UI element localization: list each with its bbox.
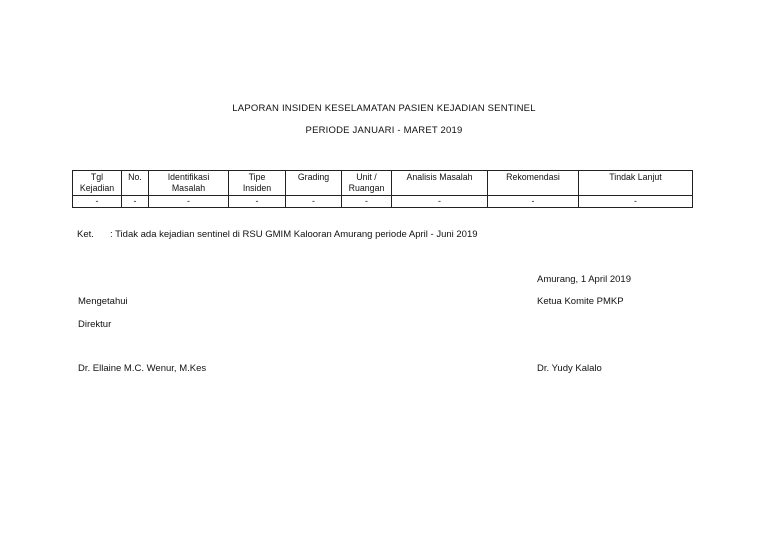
header-identifikasi-masalah: Identifikasi Masalah (149, 171, 229, 196)
note-label: Ket. (77, 229, 94, 240)
table-cell: - (286, 196, 342, 208)
header-tipe-insiden: Tipe Insiden (229, 171, 286, 196)
table-cell: - (149, 196, 229, 208)
left-signer-name: Dr. Ellaine M.C. Wenur, M.Kes (78, 363, 207, 374)
header-tgl-kejadian: Tgl Kejadian (73, 171, 122, 196)
table-cell: - (392, 196, 488, 208)
table-cell: - (229, 196, 286, 208)
header-grading: Grading (286, 171, 342, 196)
acknowledged-label: Mengetahui (78, 296, 128, 307)
report-period: PERIODE JANUARI - MARET 2019 (305, 125, 463, 136)
header-analisis-masalah: Analisis Masalah (392, 171, 488, 196)
table-cell: - (342, 196, 392, 208)
header-no: No. (122, 171, 149, 196)
header-rekomendasi: Rekomendasi (488, 171, 579, 196)
header-unit-ruangan: Unit / Ruangan (342, 171, 392, 196)
left-signer-role: Direktur (78, 319, 112, 330)
report-title: LAPORAN INSIDEN KESELAMATAN PASIEN KEJADIAN SENTINEL (232, 103, 536, 114)
table-header-row (73, 171, 693, 196)
table-cell: - (122, 196, 149, 208)
incident-table (72, 170, 693, 208)
table-row (73, 196, 693, 208)
right-signer-name: Dr. Yudy Kalalo (537, 363, 602, 374)
note-text: : Tidak ada kejadian sentinel di RSU GMIM Kalooran Amurang periode April - Juni 2019 (110, 229, 478, 240)
right-signer-role: Ketua Komite PMKP (537, 296, 624, 307)
table-cell: - (488, 196, 579, 208)
table-cell: - (579, 196, 693, 208)
table-cell: - (73, 196, 122, 208)
place-date: Amurang, 1 April 2019 (537, 274, 632, 285)
note (77, 229, 478, 240)
header-tindak-lanjut: Tindak Lanjut (579, 171, 693, 196)
